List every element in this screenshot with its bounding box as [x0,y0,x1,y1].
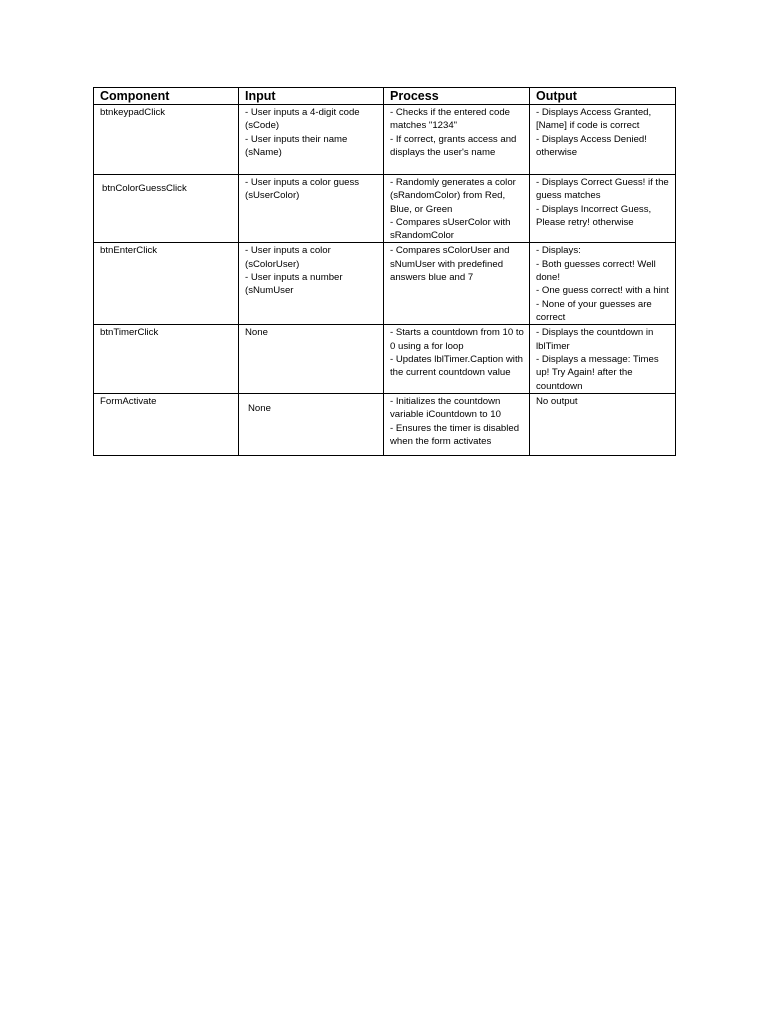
process-cell [384,243,530,325]
output-line: - One guess correct! with a hint [536,285,669,297]
process-cell [384,325,530,393]
output-line: No output [536,395,578,407]
input-line: None [248,402,271,414]
output-cell [530,393,676,455]
output-line: - Displays: [536,245,581,257]
output-line: - Displays Correct Guess! if the guess matches [536,177,669,202]
process-cell [384,393,530,455]
table-header-row [94,88,676,105]
output-line: - Both guesses correct! Well done! [536,258,656,284]
table-row [94,243,676,325]
output-cell [530,175,676,243]
header-component: Component [94,88,239,105]
input-cell [239,325,384,393]
input-line: - User inputs a color (sColorUser) [245,245,331,270]
component-cell [94,243,239,325]
input-line: - User inputs a 4-digit code (sCode) [245,107,360,132]
output-cell [530,325,676,393]
input-line: - User inputs a number (sNumUser [245,272,343,297]
component-cell [94,175,239,243]
output-line: - None of your guesses are correct [536,298,652,323]
process-cell [384,175,530,243]
component-name: btnEnterClick [100,245,158,257]
input-cell [239,393,384,455]
output-line: - Displays Access Denied! otherwise [536,133,647,158]
process-line: - Ensures the timer is disabled when the form activates [390,422,520,447]
input-line: - User inputs their name (sName) [245,133,348,158]
component-name: btnkeypadClick [100,107,166,118]
table-row [94,175,676,243]
component-cell [94,105,239,175]
component-cell [94,325,239,393]
input-cell [239,175,384,243]
process-cell [384,105,530,175]
component-name: btnTimerClick [100,327,159,339]
input-line: None [245,327,268,339]
output-line: - Displays Incorrect Guess, Please retry! otherwise [536,203,652,228]
table-row [94,105,676,175]
process-line: - If correct, grants access and displays the user's name [390,133,517,158]
output-cell [530,105,676,175]
process-line: - Checks if the entered code matches "1234" [390,107,510,132]
input-cell [239,243,384,325]
header-process: Process [384,88,530,105]
table-row [94,393,676,455]
process-line: - Compares sColorUser and sNumUser with predefined answers blue and 7 [390,245,510,284]
component-cell [94,393,239,455]
process-line: - Updates lblTimer.Caption with the current countdown value [390,354,523,379]
output-line: - Displays a message: Times up! Try Again! after the countdown [536,354,659,392]
output-line: - Displays Access Granted, [Name] if code is correct [536,107,652,132]
process-line: - Compares sUserColor with sRandomColor [390,216,511,242]
process-line: - Starts a countdown from 10 to 0 using a for loop [390,327,524,352]
output-line: - Displays the countdown in lblTimer [536,327,654,352]
process-line: - Initializes the countdown variable iCountdown to 10 [390,395,501,421]
table-row [94,325,676,393]
input-cell [239,105,384,175]
ipo-table [93,87,676,456]
header-input: Input [239,88,384,105]
input-line: - User inputs a color guess (sUserColor) [245,177,360,202]
header-output: Output [530,88,676,105]
output-cell [530,243,676,325]
component-name: FormActivate [100,395,157,407]
process-line: - Randomly generates a color (sRandomColor) from Red, Blue, or Green [390,177,516,215]
component-name: btnColorGuessClick [102,183,187,194]
